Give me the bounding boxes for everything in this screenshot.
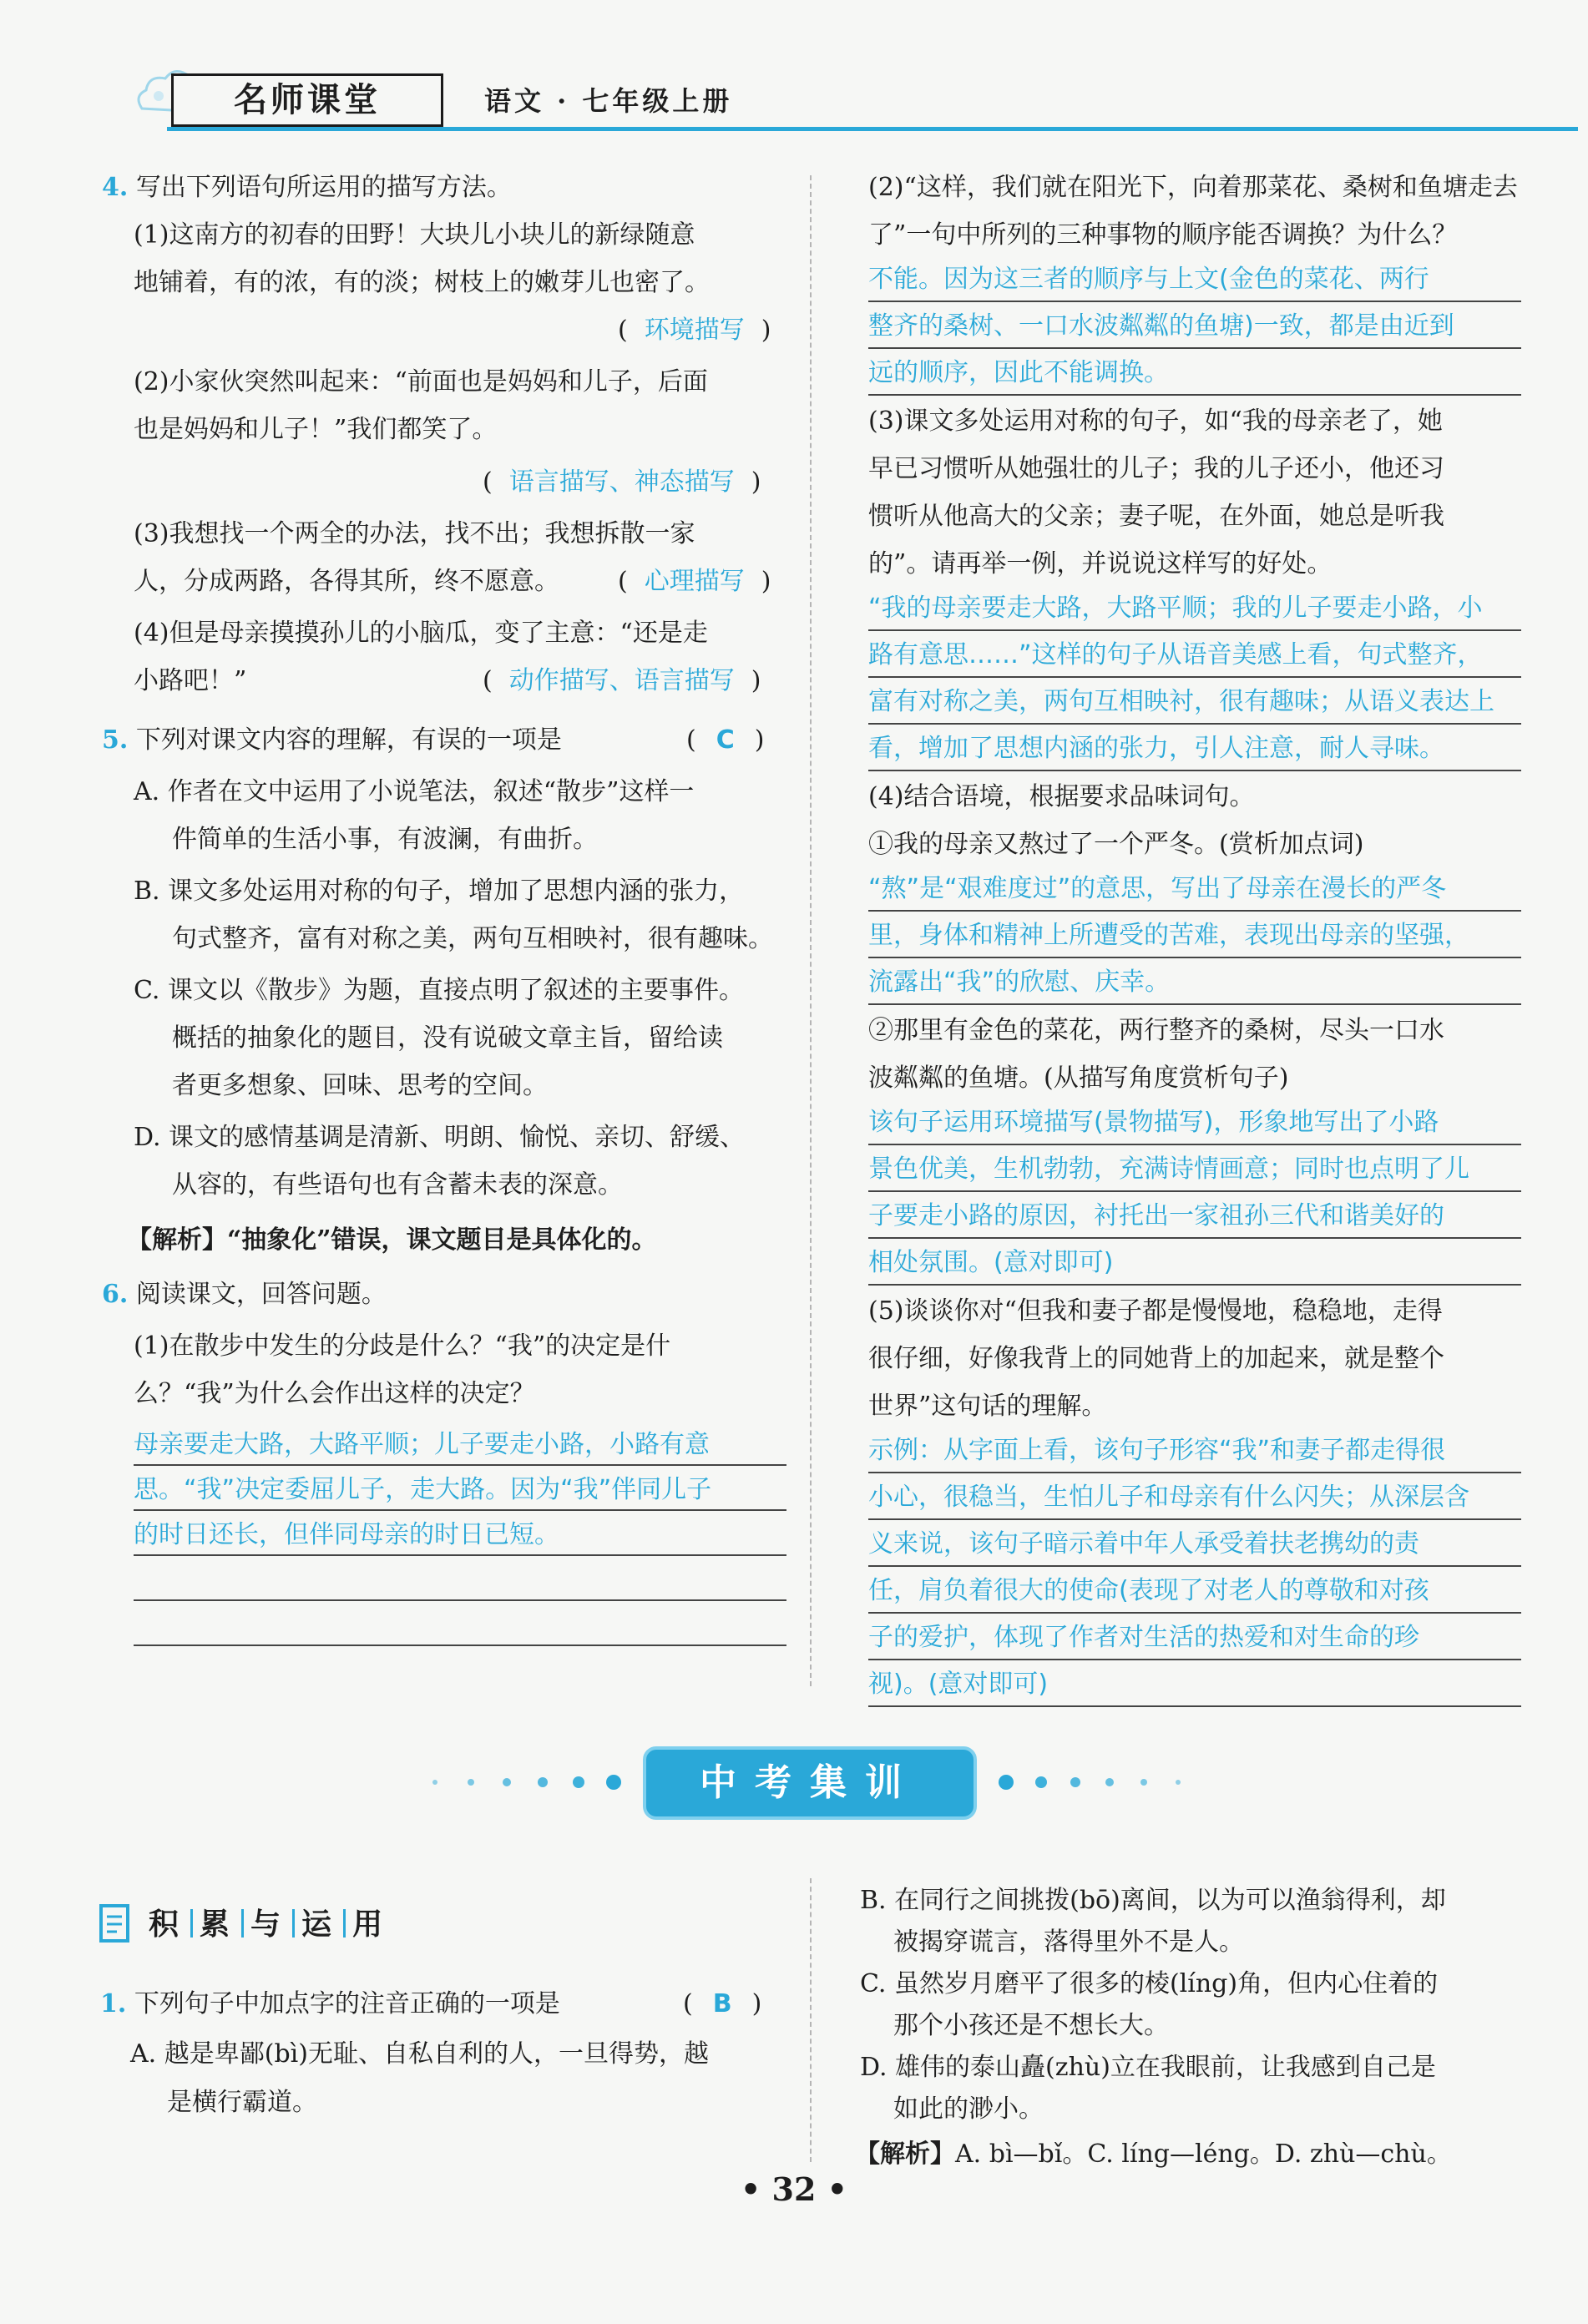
q5-option-a-line1: A. 作者在文中运用了小说笔法，叙述“散步”这样一 — [134, 777, 695, 806]
q5-option-c-line1: C. 课文以《散步》为题，直接点明了叙述的主要事件。 — [134, 976, 744, 1005]
q6-answer-2-line3: 远的顺序，因此不能调换。 — [868, 358, 1169, 387]
q6-answer-5-line1: 示例：从字面上看，该句子形容“我”和妻子都走得很 — [868, 1436, 1446, 1465]
bottom-q1-option-b-line2: 被揭穿谎言，落得里外不是人。 — [893, 1927, 1244, 1957]
bottom-q1-answer: ( B ) — [683, 1989, 762, 2018]
q5-option-b-line1: B. 课文多处运用对称的句子，增加了思想内涵的张力， — [134, 877, 745, 906]
page-header — [100, 58, 1520, 125]
q6-item-3-line3: 惯听从他高大的父亲；妻子呢，在外面，她总是听我 — [868, 502, 1444, 531]
column-divider-bottom — [810, 1878, 812, 2162]
bottom-q1-option-c-line1: C. 虽然岁月磨平了很多的棱(líng)角，但内心住着的 — [860, 1969, 1439, 1998]
q6-item-5-line1: (5)谈谈你对“但我和妻子都是慢慢地，稳稳地，走得 — [868, 1296, 1443, 1326]
q6-answer-4-2-line3: 子要走小路的原因，衬托出一家祖孙三代和谐美好的 — [868, 1201, 1444, 1230]
q4-item-2-line1: (2)小家伙突然叫起来：“前面也是妈妈和儿子，后面 — [134, 367, 708, 397]
q4-answer-1: ( 环境描写 ) — [618, 316, 771, 345]
bottom-q1-option-d-line2: 如此的渺小。 — [893, 2094, 1044, 2124]
q6-answer-4-2-line2: 景色优美，生机勃勃，充满诗情画意；同时也点明了儿 — [868, 1154, 1469, 1184]
header-rule — [167, 127, 1578, 131]
q6-answer-5-line2: 小心，很稳当，生怕儿子和母亲有什么闪失；从深层含 — [868, 1483, 1469, 1512]
q4-item-4-line1: (4)但是母亲摸摸孙儿的小脑瓜，变了主意：“还是走 — [134, 619, 708, 648]
question-6-stem: 6. 阅读课文，回答问题。 — [102, 1280, 387, 1309]
question-4-stem: 4. 写出下列语句所运用的描写方法。 — [102, 173, 512, 202]
q6-item-5-line2: 很仔细，好像我背上的同她背上的加起来，就是整个 — [868, 1344, 1444, 1373]
q5-option-a-line2: 件简单的生活小事，有波澜，有曲折。 — [172, 825, 598, 854]
q6-item-1-line2: 么？“我”为什么会作出这样的决定？ — [134, 1379, 535, 1408]
section-banner: 中考集训 — [643, 1746, 977, 1820]
q6-item-4-sub2-line1: ②那里有金色的菜花，两行整齐的桑树，尽头一口水 — [868, 1016, 1444, 1045]
q6-item-3-line2: 早已习惯听从她强壮的儿子；我的儿子还小，他还习 — [868, 454, 1444, 483]
notebook-icon — [99, 1903, 134, 1943]
q6-answer-4-1-line2: 里，身体和精神上所遭受的苦难，表现出母亲的坚强， — [868, 921, 1469, 950]
q4-answer-3: ( 心理描写 ) — [618, 567, 771, 596]
q5-analysis: 【解析】“抽象化”错误，课文题目是具体化的。 — [127, 1225, 657, 1255]
q6-answer-3-line4: 看，增加了思想内涵的张力，引人注意，耐人寻味。 — [868, 734, 1444, 763]
q6-answer-1-line3: 的时日还长，但伴同母亲的时日已短。 — [134, 1520, 559, 1549]
answer-line — [868, 1705, 1521, 1707]
q4-item-2-line2: 也是妈妈和儿子！”我们都笑了。 — [134, 415, 498, 444]
answer-line — [134, 1554, 786, 1556]
q4-item-1-line1: (1)这南方的初春的田野！大块儿小块儿的新绿随意 — [134, 220, 695, 250]
q6-answer-4-2-line4: 相处氛围。(意对即可) — [868, 1248, 1114, 1277]
answer-line — [868, 394, 1521, 396]
q6-answer-3-line2: 路有意思……”这样的句子从语音美感上看，句式整齐， — [868, 640, 1483, 669]
q6-answer-4-1-line3: 流露出“我”的欣慰、庆幸。 — [868, 967, 1171, 997]
q6-answer-5-line3: 义来说，该句子暗示着中年人承受着扶老携幼的责 — [868, 1529, 1419, 1559]
q4-answer-4: ( 动作描写、语言描写 ) — [483, 666, 761, 695]
bottom-question-1-stem: 1. 下列句子中加点字的注音正确的一项是 — [100, 1989, 560, 2018]
q6-answer-5-line5: 子的爱护，体现了作者对生活的热爱和对生命的珍 — [868, 1623, 1419, 1652]
q6-item-2-line1: (2)“这样，我们就在阳光下，向着那菜花、桑树和鱼塘走去 — [868, 173, 1518, 202]
q6-item-1-line1: (1)在散步中发生的分歧是什么？“我”的决定是什 — [134, 1331, 671, 1361]
answer-line — [134, 1644, 786, 1646]
answer-line — [868, 1284, 1521, 1286]
question-5-stem: 5. 下列对课文内容的理解，有误的一项是 — [102, 725, 562, 755]
q5-option-c-line2: 概括的抽象化的题目，没有说破文章主旨，留给读 — [172, 1023, 723, 1053]
q6-item-4-sub2-line2: 波粼粼的鱼塘。(从描写角度赏析句子) — [868, 1063, 1289, 1093]
q6-answer-5-line4: 任，肩负着很大的使命(表现了对老人的尊敬和对孩 — [868, 1576, 1429, 1605]
page-number: • 32 • — [741, 2170, 847, 2208]
column-divider — [810, 175, 812, 1686]
q6-item-3-line1: (3)课文多处运用对称的句子，如“我的母亲老了，她 — [868, 407, 1443, 436]
answer-line — [868, 770, 1521, 771]
q6-answer-4-1-line1: “熬”是“艰难度过”的意思，写出了母亲在漫长的严冬 — [868, 874, 1447, 903]
q6-answer-1-line1: 母亲要走大路，大路平顺；儿子要走小路，小路有意 — [134, 1430, 710, 1459]
q5-option-b-line2: 句式整齐，富有对称之美，两句互相映衬，很有趣味。 — [172, 924, 773, 953]
answer-line — [868, 1003, 1521, 1005]
subject-title: 语文 · 七年级上册 — [484, 85, 733, 117]
section-title: 积 累 与 运 用 — [149, 1907, 388, 1942]
q6-item-5-line3: 世界”这句话的理解。 — [868, 1392, 1107, 1421]
q4-item-4-line2: 小路吧！” — [134, 666, 247, 695]
bottom-q1-option-d-line1: D. 雄伟的泰山矗(zhù)立在我眼前，让我感到自己是 — [860, 2053, 1436, 2082]
q6-item-4: (4)结合语境，根据要求品味词句。 — [868, 782, 1255, 811]
q4-item-3-line2: 人，分成两路，各得其所，终不愿意。 — [134, 567, 559, 596]
q6-answer-2-line1: 不能。因为这三者的顺序与上文(金色的菜花、两行 — [868, 265, 1429, 294]
bottom-q1-option-b-line1: B. 在同行之间挑拨(bō)离间，以为可以渔翁得利，却 — [860, 1886, 1446, 1915]
bottom-q1-analysis: 【解析】A. bì—bǐ。C. líng—léng。D. zhù—chù。 — [855, 2140, 1452, 2169]
answer-line — [134, 1599, 786, 1601]
q6-answer-5-line6: 视)。(意对即可) — [868, 1670, 1049, 1699]
q6-answer-3-line1: “我的母亲要走大路，大路平顺；我的儿子要走小路，小 — [868, 594, 1483, 623]
q6-item-3-line4: 的”。请再举一例，并说说这样写的好处。 — [868, 549, 1333, 578]
q5-option-c-line3: 者更多想象、回味、思考的空间。 — [172, 1071, 548, 1100]
q6-answer-4-2-line1: 该句子运用环境描写(景物描写)，形象地写出了小路 — [868, 1108, 1439, 1137]
q6-answer-3-line3: 富有对称之美，两句互相映衬，很有趣味；从语义表达上 — [868, 687, 1494, 716]
bottom-q1-option-a-line2: 是横行霸道。 — [167, 2088, 317, 2117]
q4-item-1-line2: 地铺着，有的浓，有的淡；树枝上的嫩芽儿也密了。 — [134, 268, 710, 297]
brand-box: 名师课堂 — [171, 73, 443, 127]
q4-item-3-line1: (3)我想找一个两全的办法，找不出；我想拆散一家 — [134, 519, 695, 548]
q4-answer-2: ( 语言描写、神态描写 ) — [483, 467, 761, 497]
q5-option-d-line2: 从容的，有些语句也有含蓄未表的深意。 — [172, 1170, 623, 1200]
bottom-q1-option-c-line2: 那个小孩还是不想长大。 — [893, 2011, 1169, 2040]
q6-answer-2-line2: 整齐的桑树、一口水波粼粼的鱼塘)一致，都是由近到 — [868, 311, 1454, 341]
q6-answer-1-line2: 思。“我”决定委屈儿子，走大路。因为“我”伴同儿子 — [134, 1475, 712, 1504]
q5-option-d-line1: D. 课文的感情基调是清新、明朗、愉悦、亲切、舒缓、 — [134, 1123, 746, 1152]
q6-item-4-sub1: ①我的母亲又熬过了一个严冬。(赏析加点词) — [868, 830, 1364, 859]
q6-item-2-line2: 了”一句中所列的三种事物的顺序能否调换？为什么？ — [868, 220, 1458, 250]
bottom-q1-option-a-line1: A. 越是卑鄙(bì)无耻、自私自利的人，一旦得势，越 — [130, 2039, 709, 2069]
q5-answer: ( C ) — [686, 725, 765, 755]
